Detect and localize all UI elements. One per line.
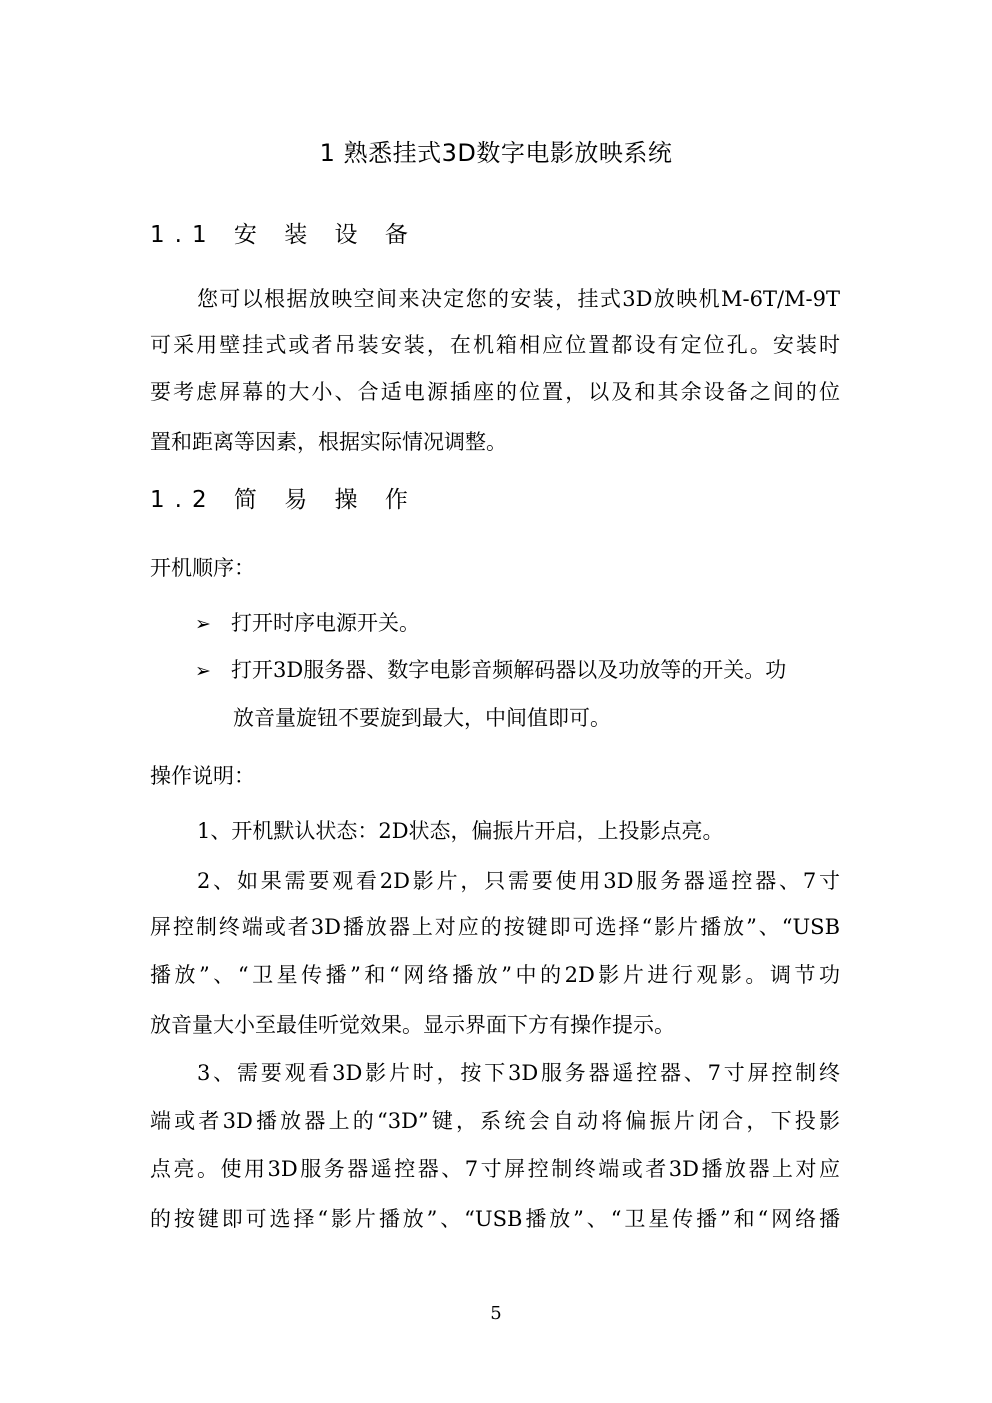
bullet-text-continuation: 放音量旋钮不要旋到最大，中间值即可。 <box>233 706 611 730</box>
install-paragraph-line: 您可以根据放映空间来决定您的安装，挂式3D放映机M-6T/M-9T <box>197 287 840 311</box>
bullet-text: 打开时序电源开关。 <box>231 611 420 635</box>
chapter-title: 1 熟悉挂式3D数字电影放映系统 <box>319 139 673 167</box>
page-number: 5 <box>490 1303 502 1324</box>
section-heading-operation: 1.2 简 易 操 作 <box>150 487 418 513</box>
install-paragraph-line: 置和距离等因素，根据实际情况调整。 <box>150 430 507 454</box>
operation-item-line: 3、需要观看3D影片时，按下3D服务器遥控器、7寸屏控制终 <box>197 1061 840 1085</box>
bullet-item <box>195 655 786 686</box>
operation-item-line: 播放”、“卫星传播”和“网络播放”中的2D影片进行观影。调节功 <box>150 963 840 987</box>
install-paragraph-line: 可采用壁挂式或者吊装安装，在机箱相应位置都设有定位孔。安装时 <box>150 333 840 357</box>
startup-order-label: 开机顺序： <box>150 556 255 580</box>
install-paragraph-line: 要考虑屏幕的大小、合适电源插座的位置，以及和其余设备之间的位 <box>150 380 840 404</box>
operation-item-line: 放音量大小至最佳听觉效果。显示界面下方有操作提示。 <box>150 1013 675 1037</box>
operation-item-line: 2、如果需要观看2D影片，只需要使用3D服务器遥控器、7寸 <box>197 869 840 893</box>
arrow-bullet-icon: ➢ <box>195 660 211 682</box>
bullet-item <box>195 608 420 639</box>
bullet-text: 打开3D服务器、数字电影音频解码器以及功放等的开关。功 <box>231 658 787 682</box>
arrow-bullet-icon: ➢ <box>195 613 211 635</box>
operation-item-line: 端或者3D播放器上的“3D”键，系统会自动将偏振片闭合，下投影 <box>150 1109 840 1133</box>
section-heading-install: 1.1 安 装 设 备 <box>150 222 418 248</box>
operation-item-line: 屏控制终端或者3D播放器上对应的按键即可选择“影片播放”、“USB <box>150 915 840 939</box>
operation-item-line: 点亮。使用3D服务器遥控器、7寸屏控制终端或者3D播放器上对应 <box>150 1157 840 1181</box>
operation-item-line: 1、开机默认状态：2D状态，偏振片开启，上投影点亮。 <box>197 819 724 843</box>
operation-notes-label: 操作说明： <box>150 764 255 788</box>
operation-item-line: 的按键即可选择“影片播放”、“USB播放”、“卫星传播”和“网络播 <box>150 1207 840 1231</box>
